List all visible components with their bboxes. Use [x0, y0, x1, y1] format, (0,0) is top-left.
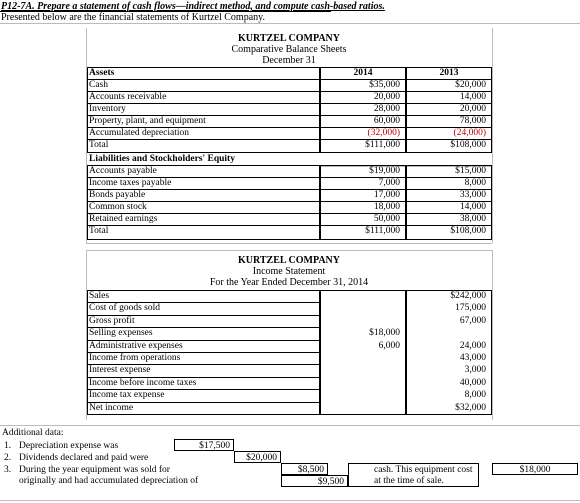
- row-label: Total: [89, 140, 109, 150]
- value-2014: 50,000: [373, 214, 400, 224]
- depreciation-value: $17,500: [199, 441, 230, 451]
- right-value: 40,000: [459, 378, 486, 388]
- problem-title: P12-7A. Prepare a statement of cash flows—indirect method, and compute cash-based ratios.: [1, 1, 385, 12]
- row-label: Property, plant, and equipment: [89, 116, 206, 126]
- value-2014: $111,000: [365, 140, 400, 150]
- row-label: Accounts payable: [89, 166, 157, 176]
- year-2013-header: 2013: [439, 68, 459, 78]
- row-label: Income from operations: [89, 353, 181, 363]
- row-label: Accounts receivable: [89, 92, 167, 102]
- right-value: 3,000: [464, 365, 486, 375]
- accum-dep-sold-value: $9,500: [317, 477, 344, 487]
- value-2013: 33,000: [459, 190, 486, 200]
- value-2014: 7,000: [378, 178, 400, 188]
- mid-value: $18,000: [369, 328, 400, 338]
- right-value: $32,000: [455, 403, 486, 413]
- row-label: Cash: [89, 80, 108, 90]
- value-2013: 14,000: [459, 92, 486, 102]
- value-2013: $108,000: [450, 140, 486, 150]
- row-label: Total: [89, 226, 109, 236]
- row-label: Income taxes payable: [89, 178, 172, 188]
- row-label: Sales: [89, 291, 110, 301]
- row-label: Retained earnings: [89, 214, 158, 224]
- item-3-num: 3.: [4, 465, 12, 475]
- item-1-text: Depreciation expense was: [19, 441, 119, 451]
- row-label: Cost of goods sold: [89, 303, 160, 313]
- row-label: Selling expenses: [89, 328, 153, 338]
- value-2013: 20,000: [459, 104, 486, 114]
- liabilities-header: Liabilities and Stockholders' Equity: [89, 154, 235, 164]
- value-2014: $35,000: [369, 80, 400, 90]
- row-label: Administrative expenses: [89, 341, 183, 351]
- value-2013: 14,000: [459, 202, 486, 212]
- right-value: 67,000: [459, 316, 486, 326]
- value-2014: 60,000: [373, 116, 400, 126]
- row-label: Bonds payable: [89, 190, 146, 200]
- dividends-value: $20,000: [246, 453, 277, 463]
- right-value: 43,000: [459, 353, 486, 363]
- right-value: 175,000: [455, 303, 486, 313]
- row-label: Gross profit: [89, 316, 135, 326]
- value-2014: $19,000: [369, 166, 400, 176]
- value-2014: 28,000: [373, 104, 400, 114]
- value-2014: 17,000: [373, 190, 400, 200]
- row-label: Net income: [89, 403, 134, 413]
- equipment-cash-value: $8,500: [297, 465, 324, 475]
- value-2013: $108,000: [450, 226, 486, 236]
- bs-company: KURTZEL COMPANY: [238, 33, 340, 44]
- row-label: Common stock: [89, 202, 147, 212]
- bs-date: December 31: [262, 55, 316, 66]
- right-value: $242,000: [450, 291, 486, 301]
- row-label: Income tax expense: [89, 390, 165, 400]
- row-label: Income before income taxes: [89, 378, 197, 388]
- additional-header: Additional data:: [2, 428, 64, 438]
- value-2013: $15,000: [455, 166, 486, 176]
- equipment-cost-value: $18,000: [519, 465, 551, 475]
- value-2013: 38,000: [459, 214, 486, 224]
- is-period: For the Year Ended December 31, 2014: [209, 277, 369, 288]
- value-2014: $111,000: [365, 226, 400, 236]
- value-2014: 20,000: [373, 92, 400, 102]
- row-label: Interest expense: [89, 365, 151, 375]
- value-2014: 18,000: [373, 202, 400, 212]
- value-2013: $20,000: [455, 80, 486, 90]
- row-label: Inventory: [89, 104, 126, 114]
- assets-header: Assets: [89, 68, 115, 78]
- item-3-mid-1: cash. This equipment cost: [374, 465, 473, 475]
- item-3-text-2: originally and had accumulated depreciation of: [19, 476, 199, 486]
- item-2-text: Dividends declared and paid were: [19, 453, 149, 463]
- is-company: KURTZEL COMPANY: [238, 255, 340, 266]
- item-3-mid-2: at the time of sale.: [374, 476, 444, 486]
- value-2014: (32,000): [367, 128, 400, 138]
- year-2014-header: 2014: [353, 68, 373, 78]
- value-2013: (24,000): [453, 128, 486, 138]
- value-2013: 78,000: [459, 116, 486, 126]
- is-title: Income Statement: [252, 266, 326, 277]
- item-1-num: 1.: [4, 441, 12, 451]
- value-2013: 8,000: [464, 178, 486, 188]
- item-2-num: 2.: [4, 453, 12, 463]
- right-value: 24,000: [459, 341, 486, 351]
- right-value: 8,000: [464, 390, 486, 400]
- row-label: Accumulated depreciation: [89, 128, 189, 138]
- mid-value: 6,000: [378, 341, 400, 351]
- bs-title: Comparative Balance Sheets: [231, 44, 347, 55]
- item-3-text-1: During the year equipment was sold for: [19, 465, 170, 475]
- problem-intro: Presented below are the financial statements of Kurtzel Company.: [1, 12, 265, 23]
